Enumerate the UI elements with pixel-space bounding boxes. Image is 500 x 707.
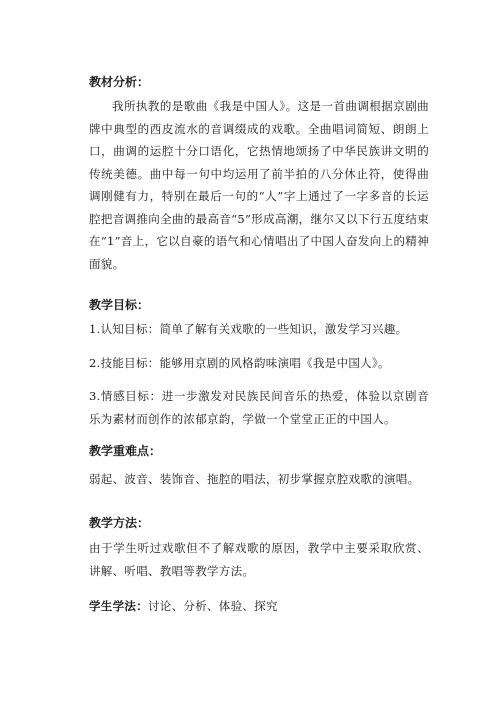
analysis-paragraph: 我所执教的是歌曲《我是中国人》。这是一首曲调根据京剧曲牌中典型的西皮流水的音调缀成的戏歌。全曲唱词简短、朗朗上口，曲调的运腔十分口语化，它热情地颂扬了中华民族讲文明的传统美德。曲中每一句中均运用了前半拍的八分休止符，使得曲调刚健有力，特别在最后一句的“人”字上通过了一字多音的长运腔把音调推向全曲的最高音“5”形成高潮，继尔又以下行五度结束在“1”音上，它以自豪的语气和心情唱出了中国人奋发向上的精神面貌。 (89, 99, 429, 271)
goal-item-emotion: 3.情感目标：进一步激发对民族民间音乐的热爱，体验以京剧音乐为素材而创作的浓郁京韵，学做一个堂堂正正的中国人。 (89, 389, 429, 426)
goals-heading: 教学目标： (89, 298, 150, 312)
key-points-text: 弱起、波音、装饰音、拖腔的唱法，初步掌握京腔戏歌的演唱。 (89, 472, 420, 486)
methods-text: 由于学生听过戏歌但不了解戏歌的原因，教学中主要采取欣赏、讲解、听唱、教唱等教学方法。 (89, 541, 429, 578)
learning-text: 讨论、分析、体验、探究 (148, 599, 278, 613)
key-points-heading: 教学重难点： (89, 444, 162, 458)
goal-item-cognitive: 1.认知目标：简单了解有关戏歌的一些知识，激发学习兴趣。 (89, 322, 408, 336)
goal-item-skill: 2.技能目标：能够用京剧的风格韵味演唱《我是中国人》。 (89, 356, 390, 370)
analysis-heading: 教材分析： (89, 75, 150, 89)
learning-heading: 学生学法： (89, 599, 148, 613)
learning-line (89, 595, 429, 618)
methods-heading: 教学方法： (89, 516, 150, 530)
